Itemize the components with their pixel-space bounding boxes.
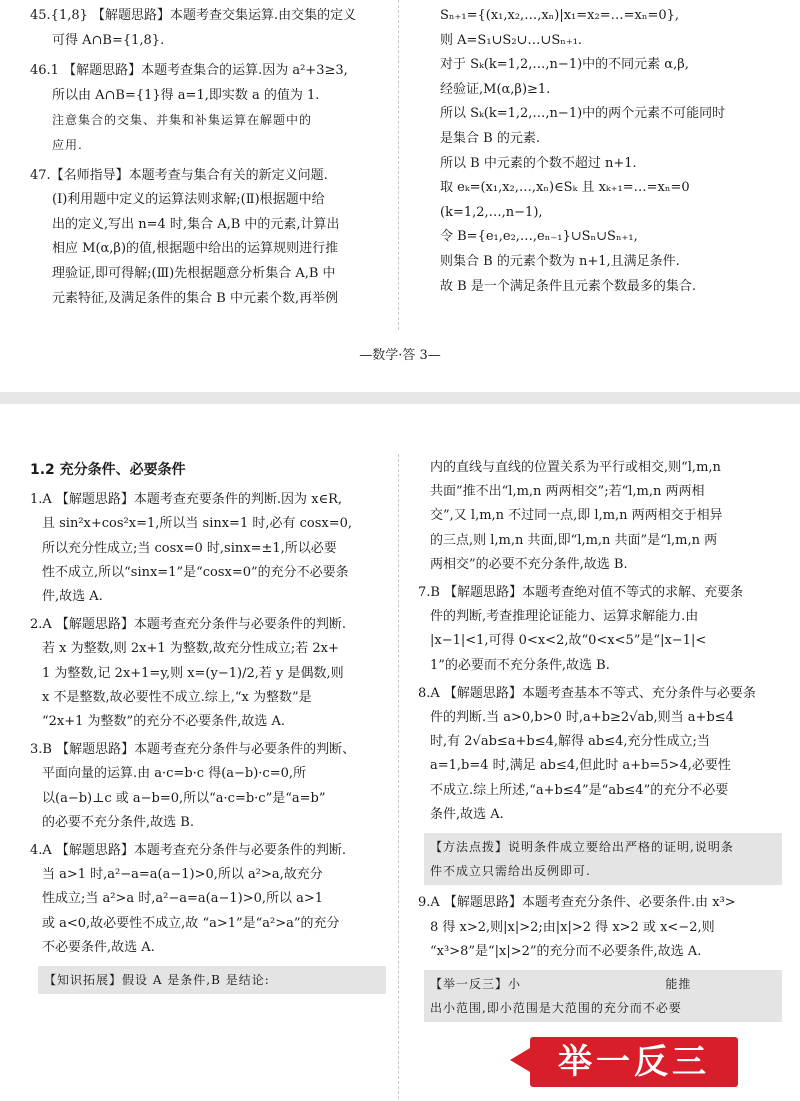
proof-line-5: 所以 Sₖ(k=1,2,…,n−1)中的两个元素不可能同时 — [440, 106, 726, 122]
bottom-left-column — [30, 458, 386, 994]
q2-line-2: 若 x 为整数,则 2x+1 为整数,故充分性成立;若 2x+ — [42, 641, 339, 657]
q8-line-6: 条件,故选 A. — [430, 806, 504, 822]
proof-line-7: 所以 B 中元素的个数不超过 n+1. — [440, 155, 637, 171]
q3-line-1: 3.B 【解题思路】本题考查充分条件与必要条件的判断、 — [30, 742, 356, 758]
page-footer: —数学·答 3— — [359, 348, 441, 363]
answer-47-line-6: 元素特征,及满足条件的集合 B 中元素个数,再举例 — [52, 290, 339, 306]
q8-line-3: 时,有 2√ab≤a+b≤4,解得 ab≤4,充分性成立;当 — [430, 734, 710, 750]
answer-46-line-1: 46.1 【解题思路】本题考查集合的运算.因为 a²+3≥3, — [30, 63, 348, 79]
knowledge-extension-box: 【知识拓展】假设 A 是条件,B 是结论: — [38, 966, 386, 994]
q6-line-4: 的三点,则 l,m,n 共面,即“l,m,n 共面”是“l,m,n 两 — [430, 532, 718, 548]
q6-line-5: 两相交”的必要不充分条件,故选 B. — [430, 556, 628, 572]
answer-47-line-5: 理验证,即可得解;(Ⅲ)先根据题意分析集合 A,B 中 — [52, 265, 336, 281]
stamp-arrow-icon — [510, 1048, 530, 1072]
q6-line-1: 内的直线与直线的位置关系为平行或相交,则“l,m,n — [430, 460, 721, 475]
method-tip-line-1: 【方法点拨】说明条件成立要给出严格的证明,说明条 — [430, 840, 734, 855]
q2-line-1: 2.A 【解题思路】本题考查充分条件与必要条件的判断. — [30, 617, 347, 633]
q8-line-2: 件的判断.当 a>0,b>0 时,a+b≥2√ab,则当 a+b≤4 — [430, 710, 734, 726]
q2-line-4: x 不是整数,故必要性不成立.综上,“x 为整数”是 — [42, 689, 312, 705]
proof-line-4: 经验证,M(α,β)≥1. — [440, 81, 551, 97]
answer-47-line-4: 相应 M(α,β)的值,根据题中给出的运算规则进行推 — [52, 241, 339, 257]
q4-line-5: 不必要条件,故选 A. — [42, 939, 155, 955]
method-tip-line-2: 件不成立只需给出反例即可. — [430, 864, 591, 879]
bottom-column-divider — [398, 454, 399, 1099]
stamp-label: 举一反三 — [530, 1037, 738, 1087]
q3-line-3: 以(a−b)⊥c 或 a−b=0,所以“a·c=b·c”是“a=b” — [42, 790, 326, 806]
q3-line-4: 的必要不充分条件,故选 B. — [42, 814, 194, 830]
answer-47-line-2: (Ⅰ)利用题中定义的运算法则求解;(Ⅱ)根据题中给 — [52, 192, 325, 208]
example-line-2: 出小范围,即小范围是大范围的充分而不必要 — [430, 1001, 682, 1016]
page-gap — [0, 392, 800, 404]
top-page — [0, 0, 800, 392]
q9-line-2: 8 得 x>2,则|x|>2;由|x|>2 得 x>2 或 x<−2,则 — [430, 919, 715, 935]
q7-line-1: 7.B 【解题思路】本题考查绝对值不等式的求解、充要条 — [418, 585, 744, 601]
q7-line-3: |x−1|<1,可得 0<x<2,故“0<x<5”是“|x−1|< — [430, 633, 707, 649]
proof-line-6: 是集合 B 的元素. — [440, 130, 540, 146]
example-box — [424, 970, 782, 1022]
q9-line-1: 9.A 【解题思路】本题考查充分条件、必要条件.由 x³> — [418, 895, 736, 911]
answer-47-line-1: 47.【名师指导】本题考查与集合有关的新定义问题. — [30, 167, 328, 183]
answer-45-line-1: 45.{1,8} 【解题思路】本题考查交集运算.由交集的定义 — [30, 8, 357, 23]
q8-line-5: 不成立.综上所述,“a+b≤4”是“ab≤4”的充分不必要 — [430, 782, 729, 798]
q8-line-4: a=1,b=4 时,满足 ab≤4,但此时 a+b=5>4,必要性 — [430, 758, 731, 774]
answer-45-line-2: 可得 A∩B={1,8}. — [52, 32, 165, 48]
proof-line-1: Sₙ₊₁={(x₁,x₂,…,xₙ)|x₁=x₂=…=xₙ=0}, — [440, 8, 680, 23]
top-right-column — [440, 4, 780, 299]
answer-47-line-3: 出的定义,写出 n=4 时,集合 A,B 中的元素,计算出 — [52, 216, 340, 232]
section-title: 1.2 充分条件、必要条件 — [30, 462, 186, 478]
q7-line-2: 件的判断,考查推理论证能力、运算求解能力.由 — [430, 609, 699, 625]
q6-line-3: 交”,又 l,m,n 不过同一点,即 l,m,n 两两相交于相异 — [430, 508, 723, 524]
bottom-page — [0, 404, 800, 1101]
answer-46-note-2: 应用. — [52, 137, 83, 152]
q4-line-2: 当 a>1 时,a²−a=a(a−1)>0,所以 a²>a,故充分 — [42, 867, 323, 883]
proof-line-3: 对于 Sₖ(k=1,2,…,n−1)中的不同元素 α,β, — [440, 57, 689, 73]
q1-line-2: 且 sin²x+cos²x=1,所以当 sinx=1 时,必有 cosx=0, — [42, 516, 353, 532]
proof-line-12: 故 B 是一个满足条件且元素个数最多的集合. — [440, 278, 696, 294]
proof-line-8: 取 eₖ=(x₁,x₂,…,xₙ)∈Sₖ 且 xₖ₊₁=…=xₙ=0 — [440, 180, 690, 196]
method-tip-box — [424, 833, 782, 885]
q1-line-5: 件,故选 A. — [42, 589, 103, 605]
top-left-column — [30, 4, 386, 311]
q3-line-2: 平面向量的运算.由 a·c=b·c 得(a−b)·c=0,所 — [42, 766, 307, 782]
bottom-right-column — [418, 456, 782, 1022]
q4-line-4: 或 a<0,故必要性不成立,故 “a>1”是“a²>a”的充分 — [42, 915, 340, 931]
q6-line-2: 共面”推不出“l,m,n 两两相交”;若“l,m,n 两两相 — [430, 484, 705, 500]
q1-line-3: 所以充分性成立;当 cosx=0 时,sinx=±1,所以必要 — [42, 540, 337, 556]
proof-line-2: 则 A=S₁∪S₂∪…∪Sₙ₊₁. — [440, 32, 583, 48]
proof-line-9: (k=1,2,…,n−1), — [440, 204, 543, 220]
q2-line-3: 1 为整数,记 2x+1=y,则 x=(y−1)/2,若 y 是偶数,则 — [42, 665, 344, 681]
q7-line-4: 1”的必要而不充分条件,故选 B. — [430, 657, 610, 673]
top-column-divider — [398, 0, 399, 330]
q1-line-4: 性不成立,所以“sinx=1”是“cosx=0”的充分不必要条 — [42, 564, 349, 580]
q1-line-1: 1.A 【解题思路】本题考查充要条件的判断.因为 x∈R, — [30, 492, 343, 508]
q4-line-1: 4.A 【解题思路】本题考查充分条件与必要条件的判断. — [30, 843, 347, 859]
proof-line-10: 令 B={e₁,e₂,…,eₙ₋₁}∪Sₙ∪Sₙ₊₁, — [440, 229, 638, 245]
q8-line-1: 8.A 【解题思路】本题考查基本不等式、充分条件与必要条 — [418, 685, 756, 701]
q2-line-5: “2x+1 为整数”的充分不必要条件,故选 A. — [42, 714, 285, 730]
answer-46-line-2: 所以由 A∩B={1}得 a=1,即实数 a 的值为 1. — [52, 87, 320, 103]
q4-line-3: 性成立;当 a²>a 时,a²−a=a(a−1)>0,所以 a>1 — [42, 891, 324, 907]
answer-46-note-1: 注意集合的交集、并集和补集运算在解题中的 — [52, 113, 313, 128]
q9-line-3: “x³>8”是“|x|>2”的充分而不必要条件,故选 A. — [430, 943, 702, 959]
example-line-1: 【举一反三】小 能推 — [430, 977, 692, 992]
proof-line-11: 则集合 B 的元素个数为 n+1,且满足条件. — [440, 253, 680, 269]
